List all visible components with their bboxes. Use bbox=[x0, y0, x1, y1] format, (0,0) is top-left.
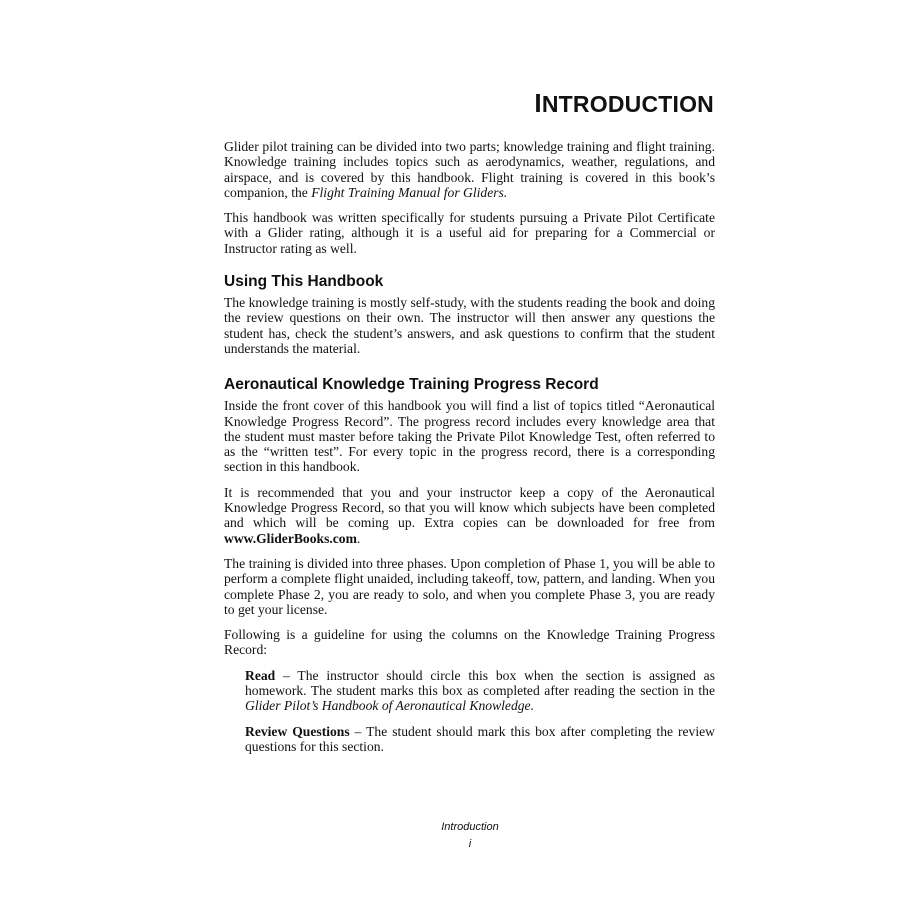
handbook-title: Glider Pilot’s Handbook of Aeronautical Knowledge. bbox=[245, 698, 534, 714]
gliderbooks-link[interactable]: www.GliderBooks.com bbox=[224, 530, 357, 546]
read-text: – The instructor should circle this box when the section is assigned as homework. The student marks this box as completed after reading the section in the bbox=[245, 667, 715, 699]
read-column-description bbox=[245, 668, 715, 714]
review-label: Review Questions bbox=[245, 723, 350, 739]
progress-record-paragraph-4: Following is a guideline for using the columns on the Knowledge Training Progress Record: bbox=[224, 627, 715, 658]
title-rest: NTRODUCTION bbox=[541, 91, 714, 117]
progress-p2-text: It is recommended that you and your instructor keep a copy of the Aeronautical Knowledge Progress Record, so that you will know which subjects have been completed and which will be coming up. Extra copies can be downloaded for free from bbox=[224, 484, 715, 531]
title-initial: I bbox=[534, 88, 542, 118]
progress-record-paragraph-3: The training is divided into three phases. Upon completion of Phase 1, you will be able to perform a complete flight unaided, including takeoff, tow, pattern, and landing. When you complete Phase 2, you are ready to solo, and when you complete Phase 3, you are ready to get your license. bbox=[224, 555, 715, 617]
page-title bbox=[534, 88, 714, 119]
intro-paragraph-1 bbox=[224, 139, 715, 200]
progress-p2-end: . bbox=[356, 530, 361, 546]
review-column-description bbox=[245, 724, 715, 755]
using-handbook-paragraph: The knowledge training is mostly self-study, with the students reading the book and doing the review questions on their own. The instructor will then answer any questions the student has, check the student’s answers, and ask questions to confirm that the student understands the material. bbox=[224, 295, 715, 356]
footer-section-name: Introduction bbox=[441, 821, 499, 833]
progress-record-paragraph-2 bbox=[224, 485, 715, 546]
intro-paragraph-2: This handbook was written specifically for students pursuing a Private Pilot Certificate with a Glider rating, although it is a useful aid for preparing for a Commercial or Instructor rating as well. bbox=[224, 210, 715, 256]
intro-p1-text: Glider pilot training can be divided into two parts; knowledge training and flight training. Knowledge training includes topics such as aerodynamics, weather, regulations, and airspace, and is covered by this handbook. Flight training is covered in this book’s companion, the bbox=[224, 139, 715, 200]
footer-page-number: i bbox=[468, 838, 472, 850]
progress-record-paragraph-1: Inside the front cover of this handbook you will find a list of topics titled “Aeronautical Knowledge Progress Record”. The progress record includes every knowledge area that the student must master before taking the Private Pilot Knowledge Test, often referred to as the “written test”. For every topic in the progress record, there is a corresponding section in this handbook. bbox=[224, 398, 715, 475]
section-heading-progress-record: Aeronautical Knowledge Training Progress Record bbox=[224, 376, 599, 394]
section-heading-using-handbook: Using This Handbook bbox=[224, 273, 384, 291]
review-text: – The student should mark this box after completing the review questions for this section. bbox=[245, 723, 715, 754]
main-content bbox=[224, 139, 715, 764]
flight-training-manual-title: Flight Training Manual for Gliders. bbox=[311, 184, 508, 200]
read-label: Read bbox=[245, 667, 276, 683]
